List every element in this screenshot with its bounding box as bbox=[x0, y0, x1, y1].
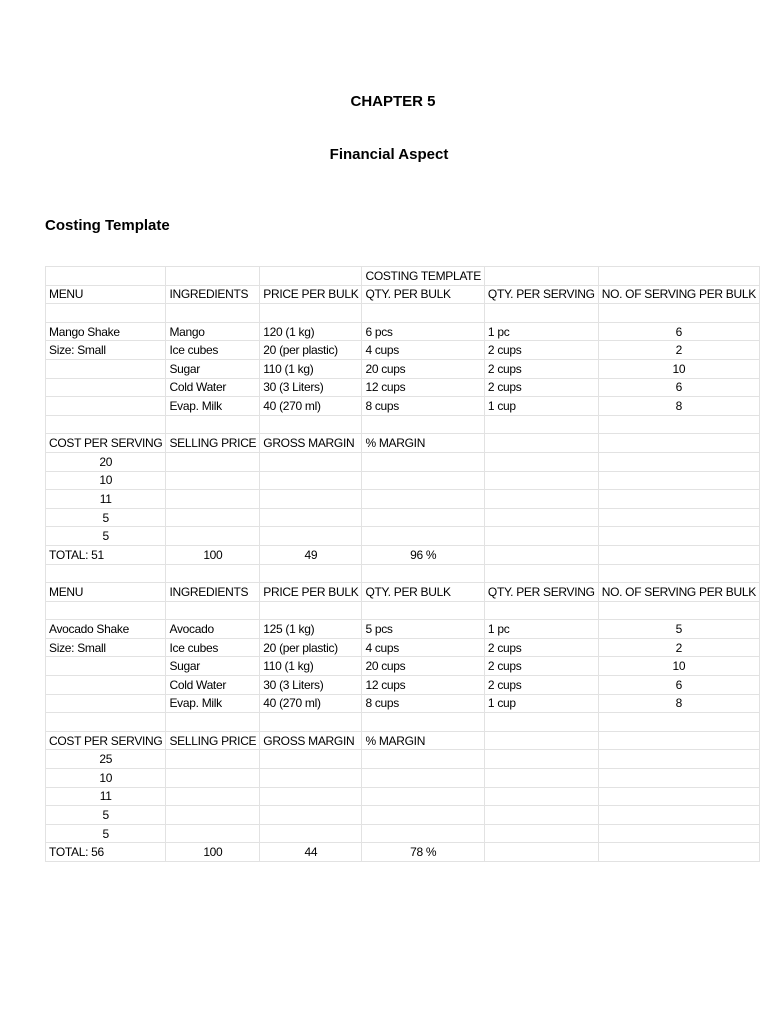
costing-table-body bbox=[46, 267, 760, 862]
empty-cell bbox=[362, 452, 484, 471]
ingredient-cell: 2 cups bbox=[484, 638, 598, 657]
empty-cell bbox=[46, 713, 166, 732]
cost-row bbox=[46, 452, 760, 471]
ingredient-row bbox=[46, 341, 760, 360]
empty-cell bbox=[166, 471, 260, 490]
ingredient-cell: 20 cups bbox=[362, 657, 484, 676]
ingredient-cell: 2 cups bbox=[484, 359, 598, 378]
empty-cell bbox=[166, 527, 260, 546]
empty-cell bbox=[166, 769, 260, 788]
empty-cell bbox=[362, 527, 484, 546]
ingredient-cell: 6 bbox=[598, 676, 759, 695]
ingredient-cell: 30 (3 Liters) bbox=[260, 378, 362, 397]
blank-row bbox=[46, 415, 760, 434]
blank-row bbox=[46, 304, 760, 323]
ingredient-cell: 2 cups bbox=[484, 676, 598, 695]
empty-cell bbox=[362, 769, 484, 788]
column-header: INGREDIENTS bbox=[166, 285, 260, 304]
total-row bbox=[46, 843, 760, 862]
ingredient-row bbox=[46, 378, 760, 397]
cost-cell: 5 bbox=[46, 508, 166, 527]
empty-cell bbox=[166, 508, 260, 527]
empty-cell bbox=[166, 415, 260, 434]
empty-cell bbox=[598, 527, 759, 546]
empty-cell bbox=[260, 415, 362, 434]
column-header: INGREDIENTS bbox=[166, 583, 260, 602]
ingredient-cell: 5 bbox=[598, 620, 759, 639]
ingredient-cell: 10 bbox=[598, 657, 759, 676]
column-header: MENU bbox=[46, 285, 166, 304]
gross-margin-cell: 49 bbox=[260, 545, 362, 564]
empty-cell bbox=[260, 750, 362, 769]
empty-cell bbox=[362, 787, 484, 806]
ingredient-cell: 1 pc bbox=[484, 620, 598, 639]
cost-cell: 11 bbox=[46, 787, 166, 806]
ingredient-cell: Evap. Milk bbox=[166, 397, 260, 416]
cost-cell: 11 bbox=[46, 490, 166, 509]
empty-cell bbox=[166, 713, 260, 732]
empty-cell bbox=[362, 471, 484, 490]
column-header: PRICE PER BULK bbox=[260, 285, 362, 304]
total-cell: TOTAL: 56 bbox=[46, 843, 166, 862]
empty-cell bbox=[484, 713, 598, 732]
blank-row bbox=[46, 713, 760, 732]
summary-header: GROSS MARGIN bbox=[260, 434, 362, 453]
empty-cell bbox=[46, 267, 166, 286]
empty-cell bbox=[598, 750, 759, 769]
menu-cell bbox=[46, 657, 166, 676]
ingredient-cell: 6 bbox=[598, 322, 759, 341]
ingredient-cell: 4 cups bbox=[362, 341, 484, 360]
menu-cell: Size: Small bbox=[46, 341, 166, 360]
empty-cell bbox=[362, 415, 484, 434]
cost-row bbox=[46, 769, 760, 788]
empty-cell bbox=[598, 267, 759, 286]
ingredient-cell: 12 cups bbox=[362, 378, 484, 397]
summary-header: COST PER SERVING bbox=[46, 731, 166, 750]
cost-cell: 5 bbox=[46, 806, 166, 825]
blank-row bbox=[46, 564, 760, 583]
empty-cell bbox=[598, 490, 759, 509]
cost-cell: 10 bbox=[46, 471, 166, 490]
empty-cell bbox=[166, 806, 260, 825]
ingredient-row bbox=[46, 322, 760, 341]
empty-cell bbox=[484, 434, 598, 453]
cost-row bbox=[46, 490, 760, 509]
empty-cell bbox=[484, 601, 598, 620]
empty-cell bbox=[598, 843, 759, 862]
menu-cell bbox=[46, 397, 166, 416]
empty-cell bbox=[166, 267, 260, 286]
empty-cell bbox=[484, 731, 598, 750]
ingredient-cell: 2 cups bbox=[484, 378, 598, 397]
empty-cell bbox=[484, 843, 598, 862]
empty-cell bbox=[166, 490, 260, 509]
cost-row bbox=[46, 750, 760, 769]
ingredient-cell: 8 bbox=[598, 397, 759, 416]
ingredient-cell: 2 cups bbox=[484, 657, 598, 676]
empty-cell bbox=[598, 713, 759, 732]
ingredient-cell: 8 cups bbox=[362, 397, 484, 416]
ingredient-cell: 6 bbox=[598, 378, 759, 397]
ingredient-cell: 1 cup bbox=[484, 397, 598, 416]
empty-cell bbox=[362, 508, 484, 527]
empty-cell bbox=[484, 769, 598, 788]
ingredient-cell: 12 cups bbox=[362, 676, 484, 695]
empty-cell bbox=[260, 452, 362, 471]
empty-cell bbox=[362, 490, 484, 509]
column-header: MENU bbox=[46, 583, 166, 602]
menu-cell bbox=[46, 359, 166, 378]
ingredient-row bbox=[46, 397, 760, 416]
banner-row bbox=[46, 267, 760, 286]
ingredient-cell: 40 (270 ml) bbox=[260, 694, 362, 713]
ingredient-cell: 120 (1 kg) bbox=[260, 322, 362, 341]
empty-cell bbox=[260, 564, 362, 583]
column-header: QTY. PER BULK bbox=[362, 285, 484, 304]
empty-cell bbox=[484, 452, 598, 471]
ingredient-cell: 4 cups bbox=[362, 638, 484, 657]
ingredient-row bbox=[46, 620, 760, 639]
empty-cell bbox=[598, 769, 759, 788]
menu-cell: Size: Small bbox=[46, 638, 166, 657]
empty-cell bbox=[598, 452, 759, 471]
ingredient-cell: Sugar bbox=[166, 657, 260, 676]
empty-cell bbox=[484, 471, 598, 490]
summary-header: SELLING PRICE bbox=[166, 731, 260, 750]
cost-row bbox=[46, 824, 760, 843]
empty-cell bbox=[598, 304, 759, 323]
empty-cell bbox=[484, 527, 598, 546]
empty-cell bbox=[362, 750, 484, 769]
gross-margin-cell: 44 bbox=[260, 843, 362, 862]
empty-cell bbox=[260, 824, 362, 843]
empty-cell bbox=[484, 415, 598, 434]
empty-cell bbox=[46, 564, 166, 583]
summary-header: COST PER SERVING bbox=[46, 434, 166, 453]
empty-cell bbox=[598, 787, 759, 806]
empty-cell bbox=[484, 824, 598, 843]
empty-cell bbox=[166, 750, 260, 769]
menu-cell bbox=[46, 694, 166, 713]
ingredient-cell: 10 bbox=[598, 359, 759, 378]
selling-price-cell: 100 bbox=[166, 545, 260, 564]
empty-cell bbox=[598, 731, 759, 750]
cost-row bbox=[46, 806, 760, 825]
empty-cell bbox=[46, 415, 166, 434]
ingredient-cell: Ice cubes bbox=[166, 341, 260, 360]
column-header: NO. OF SERVING PER BULK bbox=[598, 285, 759, 304]
empty-cell bbox=[260, 527, 362, 546]
column-header: QTY. PER SERVING bbox=[484, 583, 598, 602]
summary-header: % MARGIN bbox=[362, 434, 484, 453]
empty-cell bbox=[484, 490, 598, 509]
empty-cell bbox=[46, 601, 166, 620]
empty-cell bbox=[166, 452, 260, 471]
column-header: PRICE PER BULK bbox=[260, 583, 362, 602]
empty-cell bbox=[260, 806, 362, 825]
summary-header: % MARGIN bbox=[362, 731, 484, 750]
empty-cell bbox=[260, 304, 362, 323]
empty-cell bbox=[166, 564, 260, 583]
percent-margin-cell: 78 % bbox=[362, 843, 484, 862]
empty-cell bbox=[484, 787, 598, 806]
section-title: Costing Template bbox=[45, 217, 170, 234]
blank-row bbox=[46, 601, 760, 620]
empty-cell bbox=[598, 564, 759, 583]
empty-cell bbox=[260, 787, 362, 806]
ingredient-cell: Mango bbox=[166, 322, 260, 341]
ingredient-cell: Ice cubes bbox=[166, 638, 260, 657]
empty-cell bbox=[598, 434, 759, 453]
ingredient-cell: 110 (1 kg) bbox=[260, 657, 362, 676]
empty-cell bbox=[260, 713, 362, 732]
ingredient-cell: 5 pcs bbox=[362, 620, 484, 639]
empty-cell bbox=[484, 304, 598, 323]
column-header: QTY. PER SERVING bbox=[484, 285, 598, 304]
empty-cell bbox=[46, 304, 166, 323]
menu-cell bbox=[46, 378, 166, 397]
total-cell: TOTAL: 51 bbox=[46, 545, 166, 564]
ingredient-cell: 30 (3 Liters) bbox=[260, 676, 362, 695]
empty-cell bbox=[362, 304, 484, 323]
ingredient-cell: 1 cup bbox=[484, 694, 598, 713]
ingredient-cell: 1 pc bbox=[484, 322, 598, 341]
empty-cell bbox=[598, 471, 759, 490]
selling-price-cell: 100 bbox=[166, 843, 260, 862]
empty-cell bbox=[598, 824, 759, 843]
header-row bbox=[46, 285, 760, 304]
empty-cell bbox=[484, 545, 598, 564]
cost-cell: 5 bbox=[46, 824, 166, 843]
cost-cell: 20 bbox=[46, 452, 166, 471]
empty-cell bbox=[362, 824, 484, 843]
ingredient-row bbox=[46, 359, 760, 378]
ingredient-cell: 2 cups bbox=[484, 341, 598, 360]
cost-row bbox=[46, 527, 760, 546]
percent-margin-cell: 96 % bbox=[362, 545, 484, 564]
empty-cell bbox=[260, 490, 362, 509]
ingredient-cell: 125 (1 kg) bbox=[260, 620, 362, 639]
ingredient-cell: 2 bbox=[598, 341, 759, 360]
empty-cell bbox=[598, 806, 759, 825]
ingredient-cell: 20 (per plastic) bbox=[260, 341, 362, 360]
ingredient-row bbox=[46, 694, 760, 713]
summary-header: GROSS MARGIN bbox=[260, 731, 362, 750]
empty-cell bbox=[598, 415, 759, 434]
summary-header: SELLING PRICE bbox=[166, 434, 260, 453]
chapter-subtitle: Financial Aspect bbox=[329, 146, 449, 163]
ingredient-cell: Evap. Milk bbox=[166, 694, 260, 713]
menu-cell: Mango Shake bbox=[46, 322, 166, 341]
empty-cell bbox=[598, 601, 759, 620]
empty-cell bbox=[166, 787, 260, 806]
cost-cell: 10 bbox=[46, 769, 166, 788]
ingredient-cell: 6 pcs bbox=[362, 322, 484, 341]
empty-cell bbox=[260, 769, 362, 788]
cost-row bbox=[46, 508, 760, 527]
empty-cell bbox=[362, 806, 484, 825]
ingredient-cell: 2 bbox=[598, 638, 759, 657]
cost-row bbox=[46, 787, 760, 806]
costing-table bbox=[45, 266, 760, 862]
empty-cell bbox=[362, 601, 484, 620]
empty-cell bbox=[260, 508, 362, 527]
ingredient-cell: Avocado bbox=[166, 620, 260, 639]
ingredient-cell: 8 bbox=[598, 694, 759, 713]
total-row bbox=[46, 545, 760, 564]
empty-cell bbox=[166, 304, 260, 323]
menu-cell: Avocado Shake bbox=[46, 620, 166, 639]
header-row bbox=[46, 583, 760, 602]
empty-cell bbox=[362, 564, 484, 583]
ingredient-row bbox=[46, 657, 760, 676]
column-header: NO. OF SERVING PER BULK bbox=[598, 583, 759, 602]
banner-cell: COSTING TEMPLATE bbox=[362, 267, 484, 286]
empty-cell bbox=[484, 564, 598, 583]
summary-header-row bbox=[46, 434, 760, 453]
empty-cell bbox=[166, 824, 260, 843]
cost-cell: 5 bbox=[46, 527, 166, 546]
ingredient-cell: 20 cups bbox=[362, 359, 484, 378]
empty-cell bbox=[484, 806, 598, 825]
column-header: QTY. PER BULK bbox=[362, 583, 484, 602]
empty-cell bbox=[484, 508, 598, 527]
ingredient-row bbox=[46, 638, 760, 657]
cost-cell: 25 bbox=[46, 750, 166, 769]
summary-header-row bbox=[46, 731, 760, 750]
ingredient-cell: Cold Water bbox=[166, 378, 260, 397]
empty-cell bbox=[484, 267, 598, 286]
empty-cell bbox=[260, 471, 362, 490]
ingredient-cell: 110 (1 kg) bbox=[260, 359, 362, 378]
empty-cell bbox=[484, 750, 598, 769]
ingredient-cell: Cold Water bbox=[166, 676, 260, 695]
ingredient-cell: 40 (270 ml) bbox=[260, 397, 362, 416]
ingredient-cell: 8 cups bbox=[362, 694, 484, 713]
empty-cell bbox=[260, 267, 362, 286]
cost-row bbox=[46, 471, 760, 490]
empty-cell bbox=[166, 601, 260, 620]
ingredient-cell: 20 (per plastic) bbox=[260, 638, 362, 657]
empty-cell bbox=[260, 601, 362, 620]
empty-cell bbox=[598, 508, 759, 527]
ingredient-row bbox=[46, 676, 760, 695]
ingredient-cell: Sugar bbox=[166, 359, 260, 378]
empty-cell bbox=[362, 713, 484, 732]
menu-cell bbox=[46, 676, 166, 695]
empty-cell bbox=[598, 545, 759, 564]
chapter-heading: CHAPTER 5 bbox=[350, 93, 436, 110]
